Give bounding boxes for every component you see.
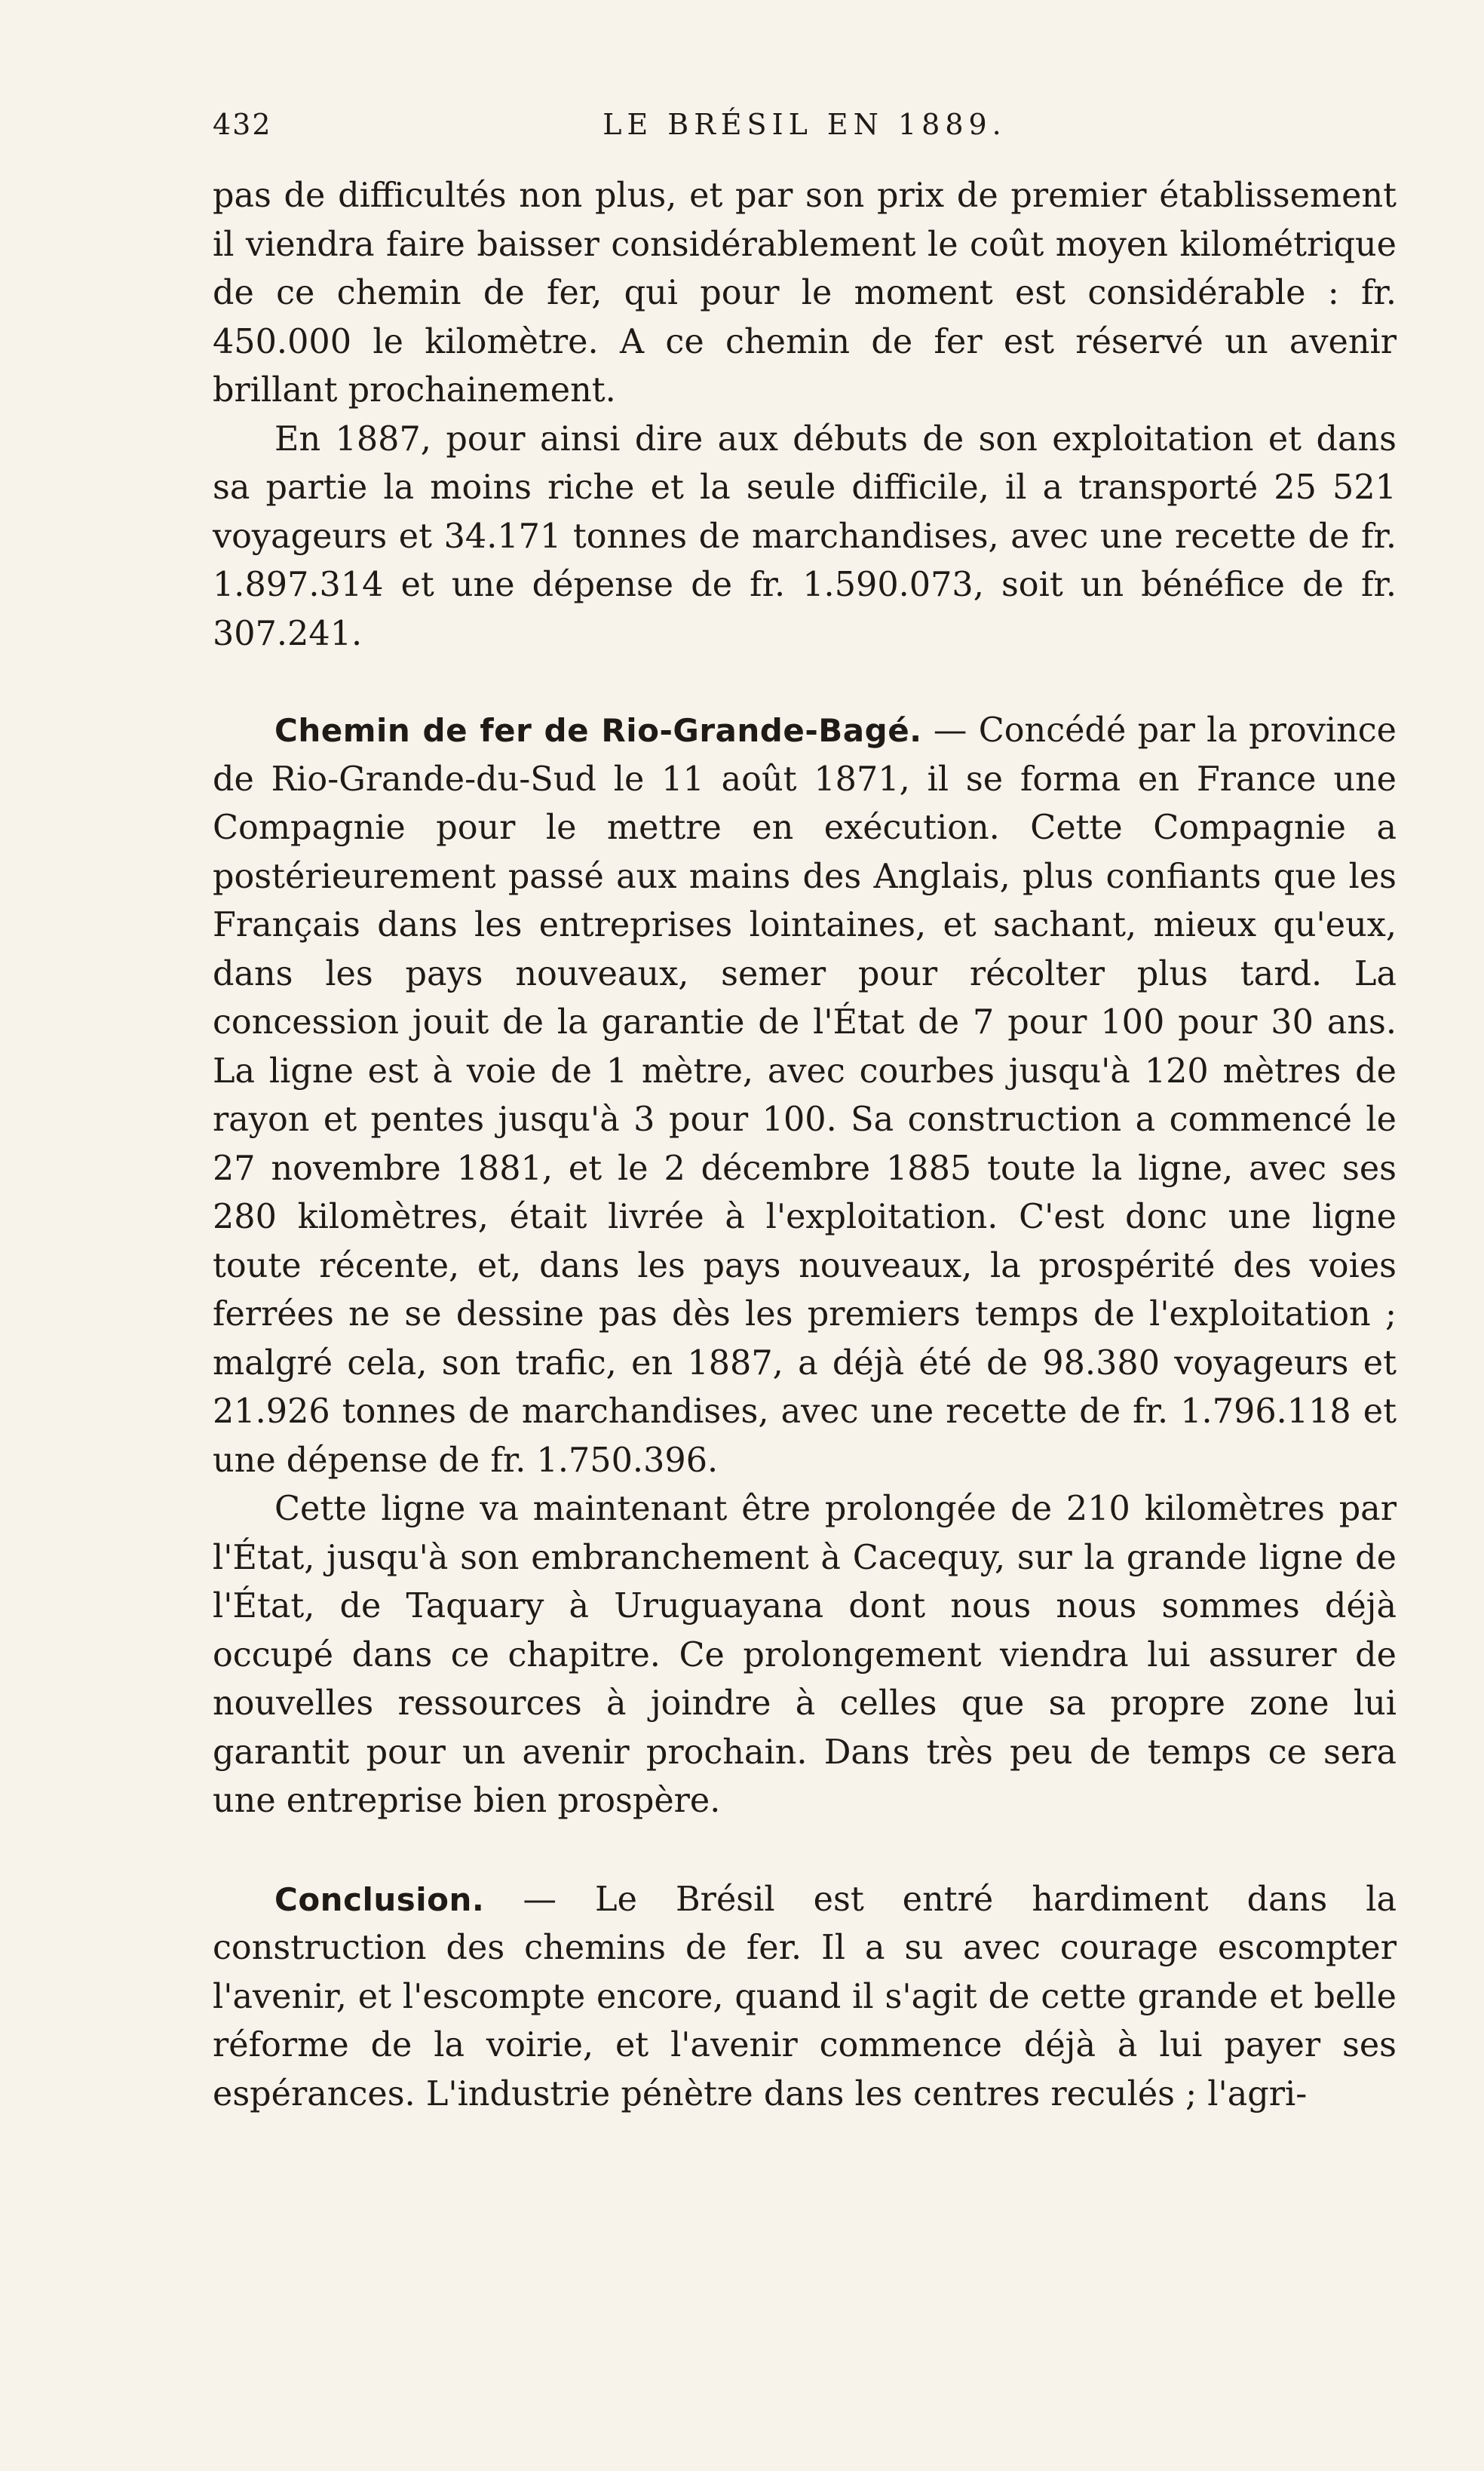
paragraph-continuation: pas de difficultés non plus, et par son prix de premier établissement il viendra faire baisser considérablement le coût moyen kilométrique de ce chemin de fer, qui pour le moment est considérable : fr. 450.000 le kilomètre. A ce chemin de fer est réservé un avenir brillant prochainement. xyxy=(213,176,1397,410)
paragraph-extension: Cette ligne va maintenant être prolongée de 210 kilomètres par l'État, jusqu'à son embranchement à Cacequy, sur la grande ligne de l'État, de Taquary à Uruguayana dont nous nous sommes déjà occupé dans ce chapitre. Ce prolongement viendra lui assurer de nouvelles ressources à joindre à celles que sa propre zone lui garantit pour un avenir prochain. Dans très peu de temps ce sera une entreprise bien prospère. xyxy=(213,1490,1397,1820)
paragraph-text: Concédé par la province de Rio-Grande-du-Sud le 11 août 1871, il se forma en France une Compagnie pour le mettre en exécution. Cette Compagnie a postérieurement passé aux mains des Anglais, plus confiants que les Français dans les entreprises lointaines, et sachant, mieux qu'eux, dans les pays nouveaux, semer pour récolter plus tard. La concession jouit de la garantie de l'État de 7 pour 100 pour 30 ans. La ligne est à voie de 1 mètre, avec courbes jusqu'à 120 mètres de rayon et pentes jusqu'à 3 pour 100. Sa construction a commencé le 27 novembre 1881, et le 2 décembre 1885 toute la ligne, avec ses 280 kilomètres, était livrée à l'exploitation. C'est donc une ligne toute récente, et, dans les pays nouveaux, la prospérité des voies ferrées ne se dessine pas dès les premiers temps de l'exploitation ; malgré cela, son trafic, en 1887, a déjà été de 98.380 voyageurs et 21.926 tonnes de marchandises, avec une recette de fr. 1.796.118 et une dépense de fr. 1.750.396. xyxy=(213,711,1397,1480)
heading-dash: — xyxy=(921,711,979,750)
section-heading-rio-grande-bage: Chemin de fer de Rio-Grande-Bagé. xyxy=(274,712,922,749)
body-text xyxy=(213,172,1397,2119)
paragraph-rio-grande-bage xyxy=(213,707,1397,1485)
paragraph-traffic-1887: En 1887, pour ainsi dire aux débuts de son exploitation et dans sa partie la moins riche et la seule difficile, il a transporté 25 521 voyageurs et 34.171 tonnes de marchandises, avec une recette de fr. 1.897.314 et une dépense de fr. 1.590.073, soit un bénéfice de fr. 307.241. xyxy=(213,419,1397,653)
heading-dash: — xyxy=(484,1880,596,1919)
section-heading-conclusion: Conclusion. xyxy=(274,1880,485,1918)
page-number: 432 xyxy=(213,108,272,141)
page-header xyxy=(213,102,1397,147)
paragraph-conclusion xyxy=(213,1876,1397,2120)
paragraph-text: Le Brésil est entré hardiment dans la construction des chemins de fer. Il a su avec courage escompter l'avenir, et l'escompte encore, quand il s'agit de cette grande et belle réforme de la voirie, et l'avenir commence déjà à lui payer ses espérances. L'industrie pénètre dans les centres reculés ; l'agri- xyxy=(213,1880,1397,2113)
running-title: LE BRÉSIL EN 1889. xyxy=(602,108,1007,141)
